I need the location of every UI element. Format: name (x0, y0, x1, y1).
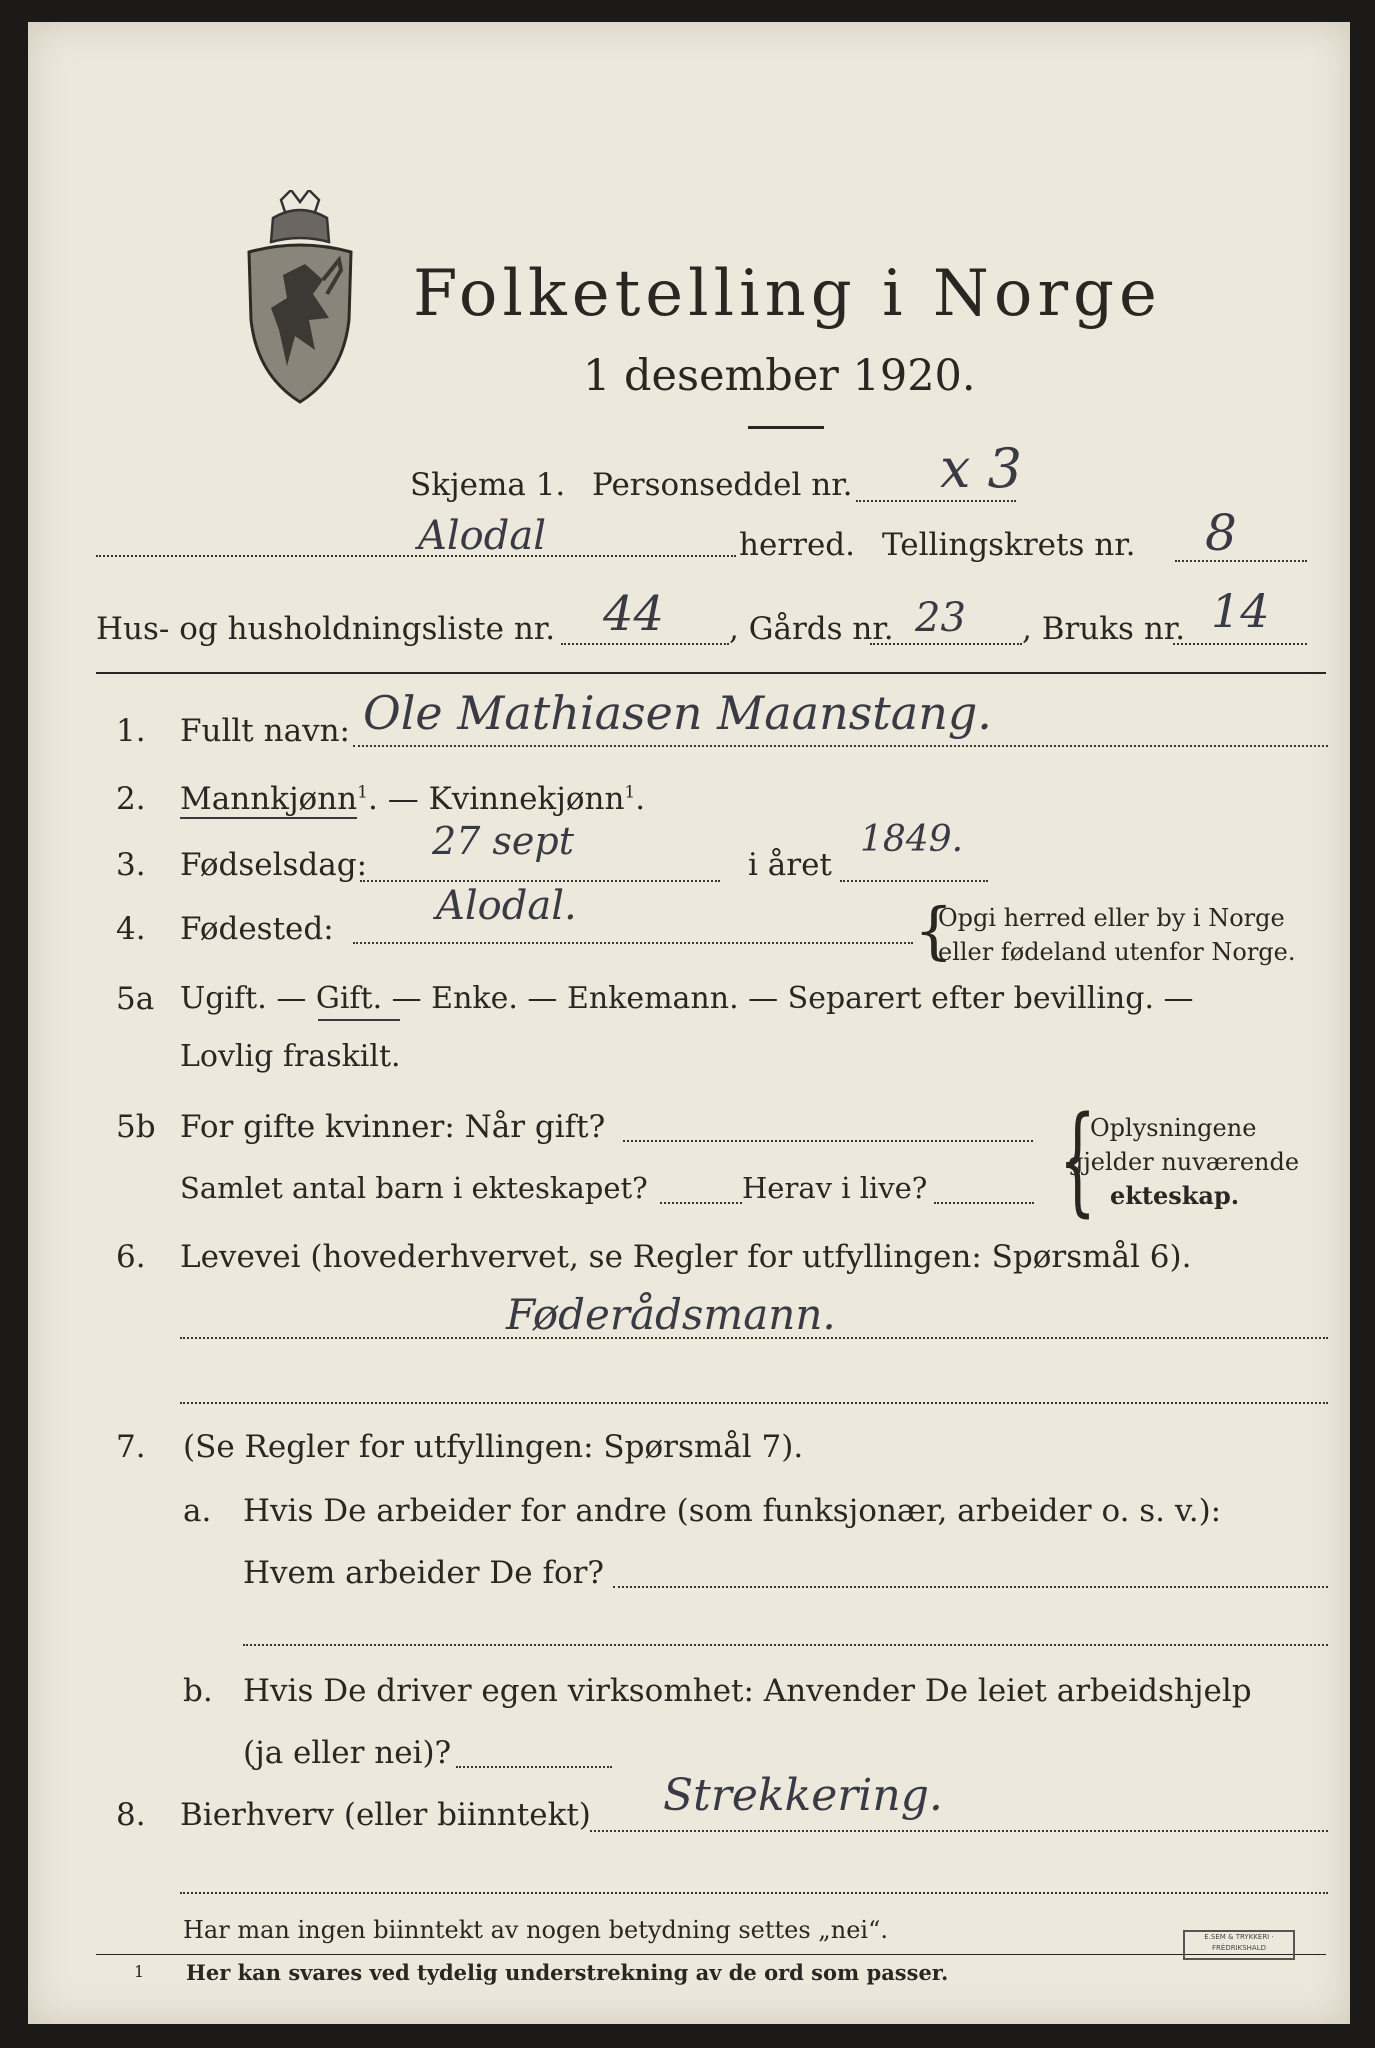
q4-label: Fødested: (180, 911, 334, 947)
tellingskrets-line (1175, 560, 1307, 562)
q4-line (353, 942, 913, 944)
q8-label: Bierhverv (eller biinntekt) (180, 1797, 591, 1833)
tellingskrets-value[interactable]: 8 (1205, 504, 1237, 562)
skjema-label: Skjema 1. (410, 467, 566, 503)
footnote-ref: 1 (624, 782, 636, 803)
q7a-letter: a. (183, 1493, 212, 1529)
norway-coat-of-arms-icon (243, 190, 358, 410)
hus-label: Hus- og husholdningsliste nr. (96, 611, 556, 647)
q7a-line (613, 1586, 1328, 1588)
title-divider (748, 426, 824, 429)
herred-value[interactable]: Alodal (418, 513, 547, 559)
q7b-letter: b. (183, 1673, 213, 1709)
q7a-line2: Hvem arbeider De for? (243, 1555, 605, 1591)
marital-status-options-2[interactable]: Lovlig fraskilt. (180, 1039, 401, 1074)
occupation-value[interactable]: Føderådsmann. (506, 1290, 836, 1339)
footnote-number: 1 (134, 1962, 145, 1981)
q7b-line2: (ja eller nei)? (243, 1735, 452, 1771)
q1-label: Fullt navn: (180, 713, 350, 749)
bruks-line (1173, 643, 1307, 645)
q7a-line-2 (243, 1644, 1328, 1646)
male-option[interactable]: Mannkjønn (180, 781, 358, 817)
gards-label: , Gårds nr. (729, 611, 894, 647)
marital-status-options[interactable]: Ugift. — Gift. — Enke. — Enkemann. — Separert efter bevilling. — (180, 981, 1194, 1016)
census-form (28, 22, 1350, 2024)
q5b-children-label: Samlet antal barn i ekteskapet? (180, 1171, 648, 1205)
q6-line-1 (180, 1337, 1328, 1339)
herred-line (96, 555, 736, 557)
q3-day-line (360, 880, 720, 882)
q6-line-2 (180, 1402, 1328, 1404)
q7b-line (456, 1766, 612, 1768)
birthplace-value[interactable]: Alodal. (436, 883, 577, 929)
form-title: Folketelling i Norge (413, 257, 1162, 331)
census-date: 1 desember 1920. (583, 351, 976, 401)
q8-number: 8. (116, 1797, 146, 1833)
q6-number: 6. (116, 1239, 146, 1275)
female-option[interactable]: Kvinnekjønn (428, 781, 625, 817)
q5b-alive-line (934, 1202, 1034, 1204)
q5a-number: 5a (116, 981, 155, 1017)
bruks-value[interactable]: 14 (1211, 584, 1270, 638)
gards-line (870, 643, 1022, 645)
q7-number: 7. (116, 1429, 146, 1465)
hus-value[interactable]: 44 (603, 586, 665, 642)
full-name-value[interactable]: Ole Mathiasen Maanstang. (363, 686, 992, 740)
personseddel-label: Personseddel nr. (592, 467, 853, 503)
herred-label: herred. (739, 527, 855, 563)
q2-number: 2. (116, 781, 146, 817)
q3-year-line (840, 880, 988, 882)
q5b-children-line (660, 1202, 742, 1204)
q3-year-label: i året (748, 847, 832, 883)
q7-label: (Se Regler for utfyllingen: Spørsmål 7). (183, 1429, 804, 1465)
printer-stamp: E.SEM & TRYKKERI · FRÉDRIKSHALD (1183, 1930, 1295, 1960)
q8-line (590, 1830, 1328, 1832)
personseddel-value[interactable]: x 3 (940, 437, 1022, 500)
q3-number: 3. (116, 847, 146, 883)
hus-line (561, 643, 729, 645)
q2-end: . (635, 781, 646, 817)
q2-separator: . — (368, 781, 429, 817)
q7a-line1: Hvis De arbeider for andre (som funksjonær, arbeider o. s. v.): (243, 1493, 1222, 1529)
q6-label: Levevei (hovederhvervet, se Regler for utfyllingen: Spørsmål 6). (180, 1239, 1192, 1275)
q4-brace: { (914, 894, 954, 967)
q5b-note-1: Oplysningene (1090, 1114, 1257, 1142)
q3-label: Fødselsdag: (180, 847, 368, 883)
footnote-text: Her kan svares ved tydelig understrekning av de ord som passer. (186, 1960, 949, 1985)
q4-note-1: Opgi herred eller by i Norge (938, 904, 1285, 932)
birth-year-value[interactable]: 1849. (860, 819, 964, 860)
q5b-note-3: ekteskap. (1110, 1181, 1240, 1210)
header-rule (96, 672, 1326, 674)
q5b-number: 5b (116, 1109, 156, 1145)
q4-number: 4. (116, 911, 146, 947)
q4-note-2: eller fødeland utenfor Norge. (938, 938, 1296, 966)
personseddel-line (856, 500, 1016, 502)
footer-note: Har man ingen biinntekt av nogen betydning settes „nei“. (183, 1916, 888, 1944)
bruks-label: , Bruks nr. (1022, 611, 1186, 647)
q5b-when-line (623, 1140, 1033, 1142)
side-income-value[interactable]: Strekkering. (663, 1770, 943, 1821)
q5b-brace: { (1058, 1090, 1097, 1228)
q1-line (353, 745, 1328, 747)
footnote-ref: 1 (357, 782, 368, 803)
q5b-alive-label: Herav i live? (742, 1171, 928, 1205)
q8-line-2 (180, 1892, 1328, 1894)
birth-day-value[interactable]: 27 sept (432, 819, 575, 863)
q1-number: 1. (116, 713, 146, 749)
q2-options (180, 781, 646, 817)
q5b-line1: For gifte kvinner: Når gift? (180, 1109, 606, 1145)
gift-underline (318, 1019, 400, 1021)
gards-value[interactable]: 23 (915, 595, 966, 641)
q5b-note-2: gjelder nuværende (1068, 1148, 1300, 1176)
footer-rule (96, 1954, 1326, 1955)
q7b-line1: Hvis De driver egen virksomhet: Anvender De leiet arbeidshjelp (243, 1673, 1252, 1709)
tellingskrets-label: Tellingskrets nr. (882, 527, 1136, 563)
